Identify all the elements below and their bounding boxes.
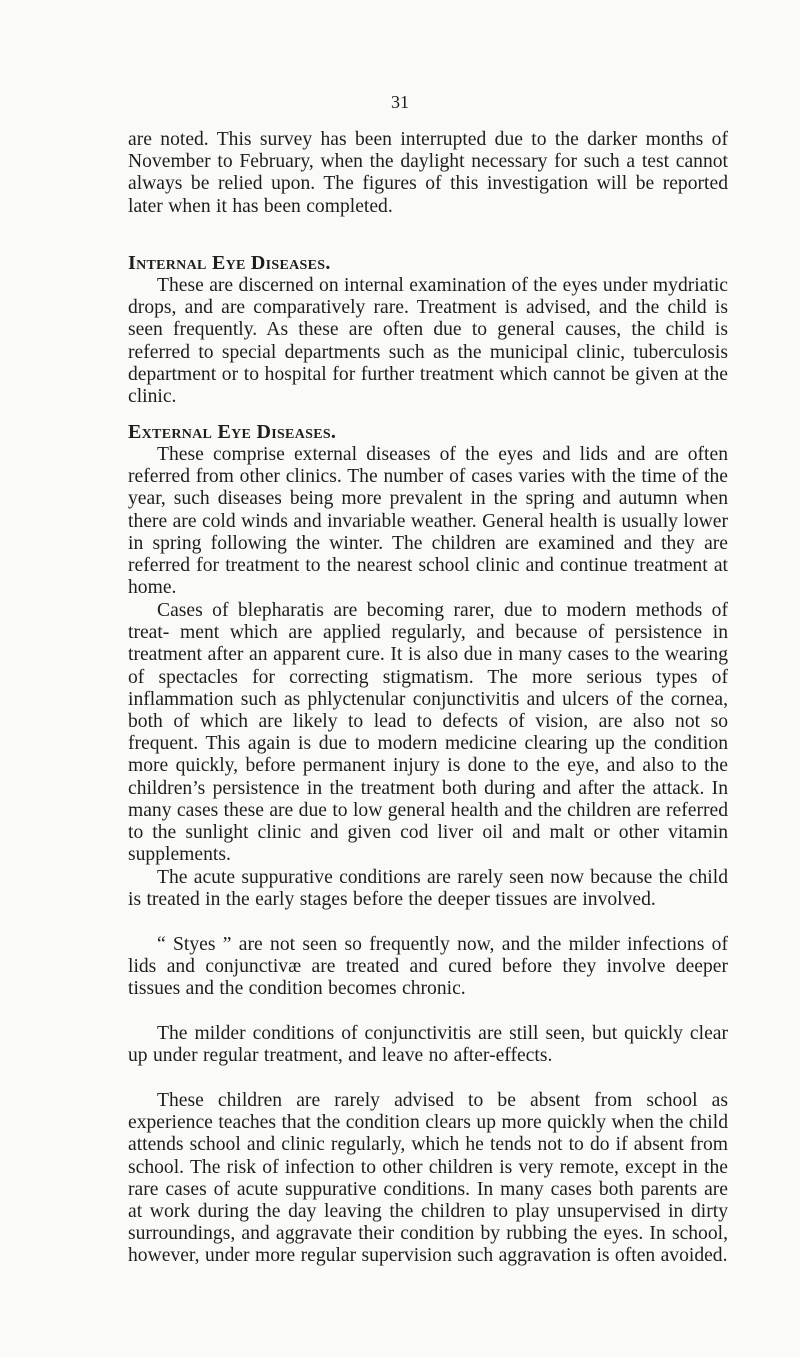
internal-eye-diseases-heading: Internal Eye Diseases. [128,252,331,274]
external-paragraph-4: “ Styes ” are not seen so frequently now, and the milder infections of lids and conjunctivæ are treated and cured before they involve deeper tissues and the condition becomes chronic. [128,934,728,1000]
page-number: 31 [391,92,409,112]
internal-eye-diseases-paragraph: These are discerned on internal examination of the eyes under mydriatic drops, and are comparatively rare. Treatment is advised, and the child is seen frequently. As these are often due to general causes, the child is referred to special departments such as the municipal clinic, tuberculosis department or to hospital for further treatment which cannot be given at the clinic. [128,275,728,408]
external-paragraph-2: Cases of blepharatis are becoming rarer, due to modern methods of treat- ment which are applied regularly, and because of persistence in treatment after an apparent cure. It is also due in many cases to the wearing of spectacles for correcting stigmatism. The more serious types of inflammation such as phlyctenular conjunctivitis and ulcers of the cornea, both of which are likely to lead to defects of vision, are also not so frequent. This again is due to modern medicine clearing up the condition more quickly, before permanent injury is done to the eye, and also to the children’s persistence in the treatment both during and after the attack. In many cases these are due to low general health and the children are referred to the sunlight clinic and given cod liver oil and malt or other vitamin supplements. [128,600,729,866]
intro-paragraph: are noted. This survey has been interrupted due to the darker months of November to February, when the daylight necessary for such a test cannot always be relied upon. The figures of this investigation will be reported later when it has been completed. [128,129,728,217]
external-paragraph-5: The milder conditions of conjunctivitis are still seen, but quickly clear up under regular treatment, and leave no after-effects. [128,1023,728,1067]
external-paragraph-6: These children are rarely advised to be absent from school as experience teaches that the condition clears up more quickly when the child attends school and clinic regularly, which he tends not to do if absent from school. The risk of infection to other children is very remote, except in the rare cases of acute suppurative conditions. In many cases both parents are at work during the day leaving the children to play unsupervised in dirty surroundings, and aggravate their condition by rubbing the eyes. In school, however, under more regular supervision such aggravation is often avoided. [128,1090,728,1267]
external-eye-diseases-heading: External Eye Diseases. [128,421,337,443]
external-paragraph-3: The acute suppurative conditions are rarely seen now because the child is treated in the early stages before the deeper tissues are involved. [128,867,728,911]
external-paragraph-1: These comprise external diseases of the eyes and lids and are often referred from other clinics. The number of cases varies with the time of the year, such diseases being more prevalent in the spring and autumn when there are cold winds and invariable weather. General health is usually lower in spring following the winter. The children are examined and they are referred for treatment to the nearest school clinic and continue treatment at home. [128,444,728,599]
